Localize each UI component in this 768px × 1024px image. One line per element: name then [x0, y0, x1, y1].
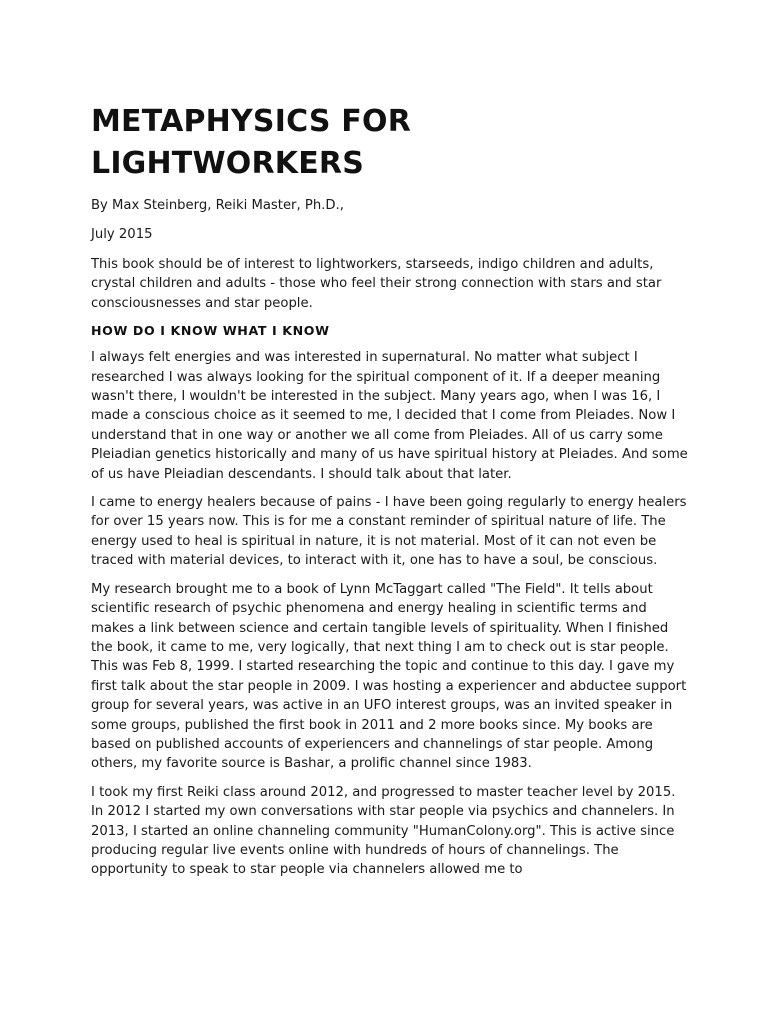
body-paragraph-3: My research brought me to a book of Lynn McTaggart called "The Field". It tells about scientific research of psychic phenomena and energy healing in scientific terms and makes a link between science and certain tangible levels of spirituality. When I finished the book, it came to me, very logically, that next thing I am to check out is star people. This was Feb 8, 1999. I started researching the topic and continue to this day. I gave my first talk about the star people in 2009. I was hosting a experiencer and abductee support group for several years, was active in an UFO interest groups, was an invited speaker in some groups, published the first book in 2011 and 2 more books since. My books are based on published accounts of experiencers and channelings of star people. Among others, my favorite source is Bashar, a prolific channel since 1983.: [91, 581, 687, 772]
body-paragraph-1: I always felt energies and was interested in supernatural. No matter what subject I researched I was always looking for the spiritual component of it. If a deeper meaning wasn't there, I wouldn't be interested in the subject. Many years ago, when I was 16, I made a conscious choice as it seemed to me, I decided that I come from Pleiades. Now I understand that in one way or another we all come from Pleiades. All of us carry some Pleiadian genetics historically and many of us have spiritual history at Pleiades. And some of us have Pleiadian descendants. I should talk about that later.: [91, 350, 688, 482]
document-body: [91, 101, 691, 889]
document-title: [91, 101, 691, 185]
document-title-line-2: LIGHTWORKERS: [91, 146, 365, 181]
publication-date: July 2015: [91, 227, 153, 242]
document-title-line-1: METAPHYSICS FOR: [91, 104, 412, 139]
author-byline: By Max Steinberg, Reiki Master, Ph.D.,: [91, 198, 344, 213]
section-heading: HOW DO I KNOW WHAT I KNOW: [91, 323, 330, 339]
body-paragraph-4: I took my first Reiki class around 2012, and progressed to master teacher level by 2015. In 2012 I started my own conversations with star people via psychics and channelers. In 2013, I started an online channeling community "HumanColony.org". This is active since producing regular live events online with hundreds of hours of channelings. The opportunity to speak to star people via channelers allowed me to: [91, 784, 676, 878]
body-paragraph-2: I came to energy healers because of pains - I have been going regularly to energy healers for over 15 years now. This is for me a constant reminder of spiritual nature of life. The energy used to heal is spiritual in nature, it is not material. Most of it can not even be traced with material devices, to interact with it, one has to have a soul, be conscious.: [91, 495, 687, 569]
intro-paragraph: This book should be of interest to lightworkers, starseeds, indigo children and adults, crystal children and adults - those who feel their strong connection with stars and star consciousnesses and star people.: [91, 257, 662, 311]
